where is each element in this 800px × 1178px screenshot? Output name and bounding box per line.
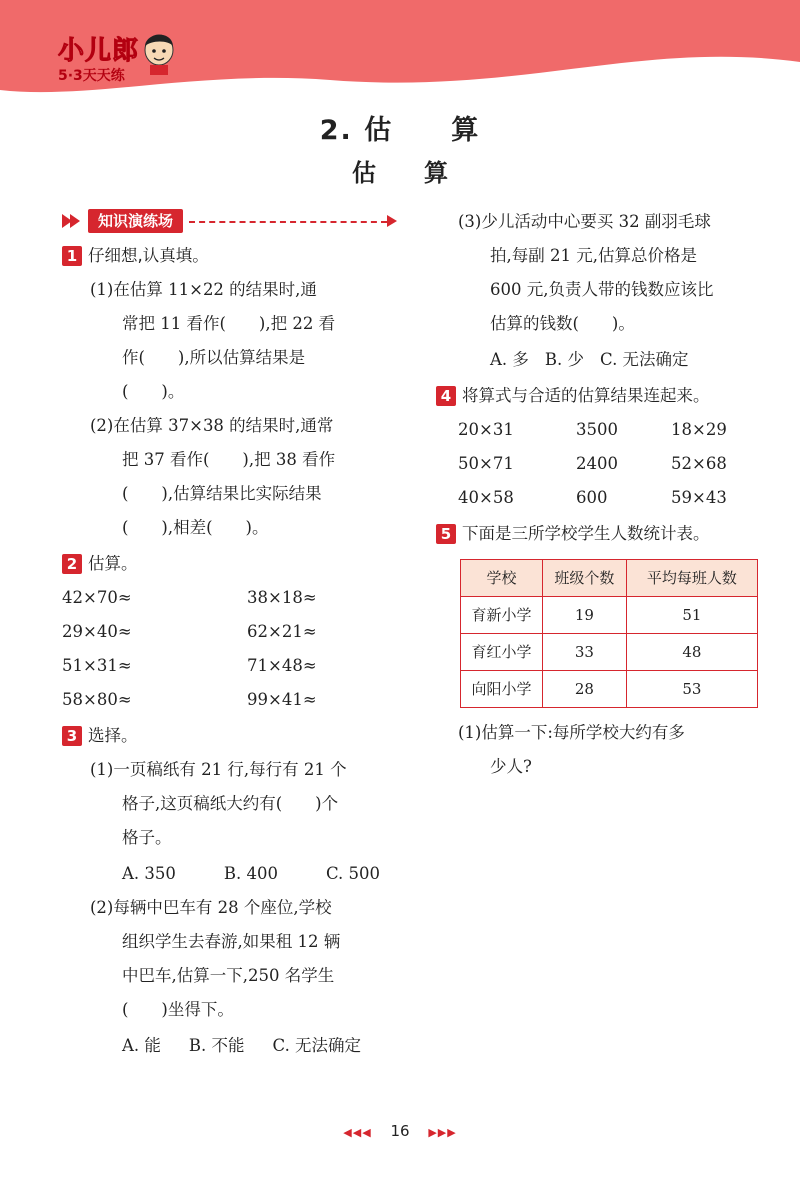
text-line: 少人? — [490, 757, 532, 776]
table-cell: 19 — [542, 597, 626, 634]
page-number: 16 — [390, 1122, 410, 1140]
expression: 40×58 — [458, 488, 514, 507]
question-3 — [62, 719, 397, 753]
table-cell: 53 — [626, 671, 757, 708]
table-cell: 育新小学 — [461, 597, 543, 634]
option-a: A. 能 — [122, 1036, 161, 1055]
text-line: (1)一页稿纸有 21 行,每行有 21 个 — [90, 760, 347, 779]
options-row — [90, 857, 397, 891]
question-number: 4 — [436, 386, 456, 406]
text-line: ( )。 — [122, 382, 185, 401]
estimate-item: 71×48≈ — [247, 656, 317, 675]
estimate-item: 29×40≈ — [62, 622, 132, 641]
estimate-item: 51×31≈ — [62, 656, 132, 675]
text-line: (3)少儿活动中心要买 32 副羽毛球 — [458, 212, 711, 231]
table-header: 班级个数 — [542, 560, 626, 597]
expression: 52×68 — [671, 454, 727, 473]
question-title: 仔细想,认真填。 — [88, 246, 209, 265]
right-arrows-icon: ▶▶▶ — [428, 1126, 457, 1139]
text-line: 拍,每副 21 元,估算总价格是 — [490, 246, 697, 265]
estimate-item: 42×70≈ — [62, 588, 132, 607]
text-line: 估算的钱数( )。 — [490, 314, 635, 333]
brand-name: 小儿郎 — [58, 36, 140, 66]
option-c: C. 500 — [326, 864, 381, 883]
mascot-icon — [140, 28, 178, 76]
table-cell: 48 — [626, 634, 757, 671]
question-number: 5 — [436, 524, 456, 544]
text-line: 组织学生去春游,如果租 12 辆 — [122, 932, 341, 951]
table-header: 平均每班人数 — [626, 560, 757, 597]
text-line: (1)估算一下:每所学校大约有多 — [458, 723, 685, 742]
question-1 — [62, 239, 397, 273]
table-row — [461, 671, 758, 708]
q1-part2 — [62, 409, 397, 545]
matching-grid — [458, 413, 758, 515]
text-line: 常把 11 看作( ),把 22 看 — [122, 314, 336, 333]
lesson-title: 2. 估 算 — [319, 115, 481, 146]
right-column — [440, 205, 758, 784]
text-line: 中巴车,估算一下,250 名学生 — [122, 966, 335, 985]
option-b: B. 少 — [544, 350, 585, 369]
stats-table — [460, 559, 758, 708]
text-line: (2)每辆中巴车有 28 个座位,学校 — [90, 898, 332, 917]
text-line: 格子,这页稿纸大约有( )个 — [122, 794, 339, 813]
result: 2400 — [576, 454, 618, 473]
q3-part1 — [62, 753, 397, 891]
estimate-grid — [62, 581, 397, 717]
q3-part2 — [62, 891, 397, 1063]
section-title: 估 算 — [352, 159, 448, 187]
table-cell: 51 — [626, 597, 757, 634]
question-title: 选择。 — [88, 726, 138, 745]
estimate-item: 58×80≈ — [62, 690, 132, 709]
brand-logo — [58, 30, 139, 85]
question-number: 2 — [62, 554, 82, 574]
estimate-item: 62×21≈ — [247, 622, 317, 641]
question-title: 将算式与合适的估算结果连起来。 — [462, 386, 710, 405]
table-cell: 28 — [542, 671, 626, 708]
question-2 — [62, 547, 397, 581]
section-tag — [62, 205, 397, 237]
estimate-item: 38×18≈ — [247, 588, 317, 607]
option-b: B. 400 — [223, 864, 279, 883]
text-line: 作( ),所以估算结果是 — [122, 348, 306, 367]
question-number: 3 — [62, 726, 82, 746]
text-line: (1)在估算 11×22 的结果时,通 — [90, 280, 317, 299]
option-c: C. 无法确定 — [272, 1036, 362, 1055]
question-title: 估算。 — [88, 554, 138, 573]
table-cell: 33 — [542, 634, 626, 671]
expression: 50×71 — [458, 454, 514, 473]
option-b: B. 不能 — [188, 1036, 245, 1055]
arrow-icon — [62, 212, 84, 230]
table-header: 学校 — [461, 560, 543, 597]
option-a: A. 多 — [490, 350, 529, 369]
page-footer — [0, 1122, 800, 1140]
question-number: 1 — [62, 246, 82, 266]
table-cell: 育红小学 — [461, 634, 543, 671]
tag-dashed-line — [189, 221, 387, 223]
text-line: ( ),估算结果比实际结果 — [122, 484, 322, 503]
expression: 20×31 — [458, 420, 514, 439]
estimate-item: 99×41≈ — [247, 690, 317, 709]
table-cell: 向阳小学 — [461, 671, 543, 708]
table-row — [461, 597, 758, 634]
section-tag-label: 知识演练场 — [88, 209, 183, 233]
text-line: 600 元,负责人带的钱数应该比 — [490, 280, 714, 299]
question-title: 下面是三所学校学生人数统计表。 — [462, 524, 710, 543]
option-a: A. 350 — [122, 864, 176, 883]
result: 3500 — [576, 420, 618, 439]
left-arrows-icon: ◀◀◀ — [343, 1126, 372, 1139]
left-column — [62, 205, 397, 1063]
expression: 59×43 — [671, 488, 727, 507]
table-header-row — [461, 560, 758, 597]
brand-sub: 5·3天天练 — [58, 68, 125, 84]
question-4 — [436, 379, 758, 413]
option-c: C. 无法确定 — [600, 350, 689, 369]
question-5 — [436, 517, 758, 551]
q3-part3 — [458, 205, 758, 377]
text-line: 格子。 — [122, 828, 172, 847]
text-line: ( ),相差( )。 — [122, 518, 269, 537]
q1-part1 — [62, 273, 397, 409]
q5-part1 — [458, 716, 758, 784]
result: 600 — [576, 488, 608, 507]
table-row — [461, 634, 758, 671]
text-line: ( )坐得下。 — [122, 1000, 234, 1019]
arrow-end-icon — [387, 215, 397, 227]
expression: 18×29 — [671, 420, 727, 439]
text-line: 把 37 看作( ),把 38 看作 — [122, 450, 336, 469]
options-row — [90, 1029, 397, 1063]
options-row — [458, 343, 758, 377]
text-line: (2)在估算 37×38 的结果时,通常 — [90, 416, 334, 435]
